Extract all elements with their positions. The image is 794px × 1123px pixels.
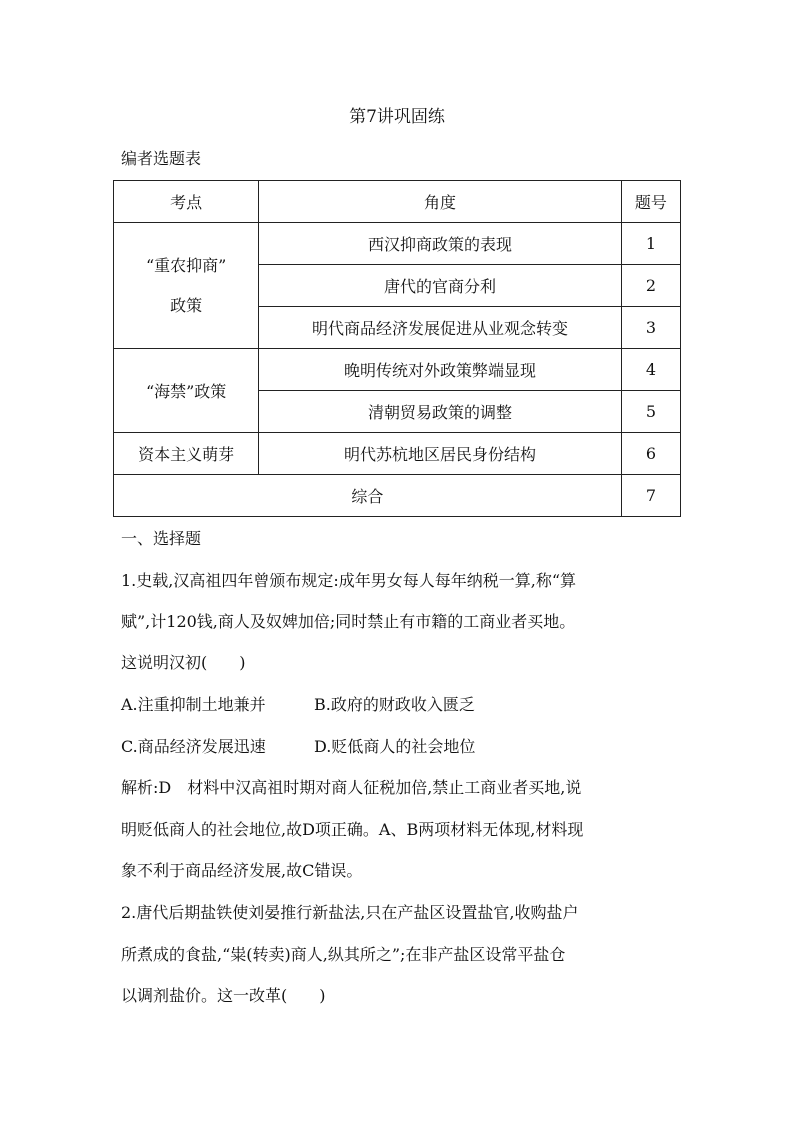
number-cell: 1 — [621, 223, 680, 265]
table-header-row — [114, 181, 681, 223]
question-2-text-line: 所煮成的食盐,“粜(转卖)商人,纵其所之”;在非产盐区设常平盐仓 — [121, 945, 566, 964]
option-d: D.贬低商人的社会地位 — [314, 737, 476, 756]
angle-cell: 明代苏杭地区居民身份结构 — [259, 433, 622, 475]
option-c: C.商品经济发展迅速 — [121, 737, 266, 756]
table-summary-row — [114, 475, 681, 517]
question-1-text-line: 这说明汉初( ) — [121, 653, 246, 672]
angle-cell: 晚明传统对外政策弊端显现 — [259, 349, 622, 391]
section-heading: 一、选择题 — [121, 529, 202, 548]
number-cell: 3 — [621, 307, 680, 349]
table-row — [114, 349, 681, 391]
header-topic: 考点 — [114, 181, 259, 223]
table-row — [114, 223, 681, 265]
number-cell: 5 — [621, 391, 680, 433]
question-2-text-line: 2.唐代后期盐铁使刘晏推行新盐法,只在产盐区设置盐官,收购盐户 — [121, 903, 579, 922]
number-cell: 4 — [621, 349, 680, 391]
header-angle: 角度 — [259, 181, 622, 223]
answer-explanation-line: 明贬低商人的社会地位,故D项正确。A、B两项材料无体现,材料现 — [121, 820, 584, 839]
header-number: 题号 — [621, 181, 680, 223]
topic-selection-table — [113, 180, 681, 517]
angle-cell: 唐代的官商分利 — [259, 265, 622, 307]
page-title: 第7讲巩固练 — [349, 107, 445, 127]
summary-label: 综合 — [114, 475, 622, 517]
question-1-text-line: 1.史载,汉高祖四年曾颁布规定:成年男女每人每年纳税一算,称“算 — [121, 571, 577, 590]
answer-explanation-line: 解析:D 材料中汉高祖时期对商人征税加倍,禁止工商业者买地,说 — [121, 778, 582, 797]
option-b: B.政府的财政收入匮乏 — [314, 695, 475, 714]
number-cell: 2 — [621, 265, 680, 307]
topic-cell: 资本主义萌芽 — [114, 433, 259, 475]
question-1-text-line: 赋”,计120钱,商人及奴婢加倍;同时禁止有市籍的工商业者买地。 — [121, 612, 576, 631]
topic-cell: “海禁”政策 — [114, 349, 259, 433]
angle-cell: 清朝贸易政策的调整 — [259, 391, 622, 433]
answer-explanation-line: 象不利于商品经济发展,故C错误。 — [121, 861, 363, 880]
angle-cell: 明代商品经济发展促进从业观念转变 — [259, 307, 622, 349]
angle-cell: 西汉抑商政策的表现 — [259, 223, 622, 265]
table-caption: 编者选题表 — [121, 149, 202, 168]
number-cell: 7 — [621, 475, 680, 517]
topic-text-line1: “重农抑商” — [145, 255, 227, 275]
table-row — [114, 433, 681, 475]
question-2-text-line: 以调剂盐价。这一改革( ) — [121, 986, 326, 1005]
topic-cell — [114, 223, 259, 349]
option-a: A.注重抑制土地兼并 — [121, 695, 266, 714]
topic-text-line2: 政策 — [170, 295, 203, 315]
number-cell: 6 — [621, 433, 680, 475]
